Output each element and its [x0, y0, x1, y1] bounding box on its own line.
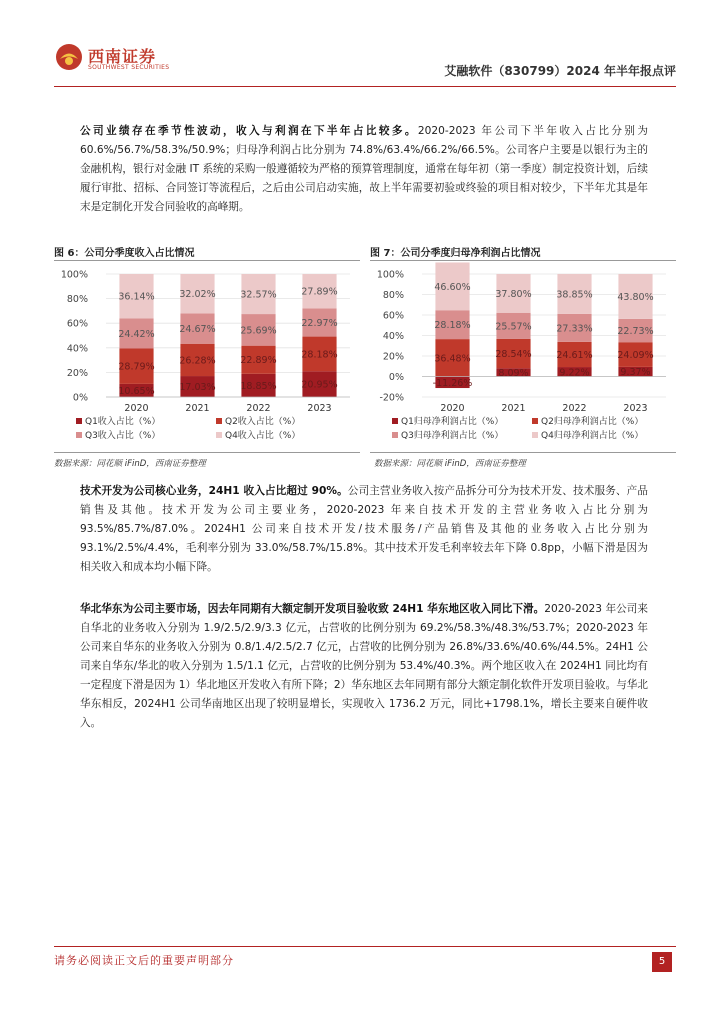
chart1-legend-swatch	[76, 432, 82, 438]
chart2-data-label: 24.61%	[556, 349, 593, 361]
chart2-legend-swatch	[392, 418, 398, 424]
chart1-data-label: 22.97%	[301, 317, 338, 329]
logo-english-text: SOUTHWEST SECURITIES	[88, 64, 170, 71]
chart2-ytick-label: 20%	[382, 351, 404, 363]
chart2-data-label: 8.09%	[498, 367, 529, 379]
chart2-data-label: 36.48%	[434, 353, 471, 365]
paragraph-tech-development	[80, 482, 648, 577]
chart1-data-label: 28.79%	[118, 361, 155, 373]
chart2-data-label: 24.09%	[617, 350, 654, 362]
chart1-data-label: 28.18%	[301, 349, 338, 361]
chart1-category-label: 2022	[246, 403, 271, 414]
figure-7-rule	[370, 260, 676, 261]
chart1-data-label: 24.67%	[179, 324, 216, 336]
chart1-ytick-label: 60%	[66, 318, 88, 330]
chart2-data-label: 9.37%	[620, 367, 651, 379]
figure-7-bottom-rule	[370, 452, 676, 453]
header-divider	[54, 86, 676, 87]
logo-chinese-text: 西南证券	[88, 47, 157, 66]
chart1-ytick-label: 20%	[66, 367, 88, 379]
chart1-data-label: 36.14%	[118, 291, 155, 303]
paragraph-seasonality	[80, 122, 648, 217]
chart2-ytick-label: -20%	[379, 392, 404, 404]
chart1-data-label: 10.65%	[118, 385, 155, 397]
paragraph-seasonality-body: 2020-2023 年公司下半年收入占比分别为 60.6%/56.7%/58.3%/50.9%；归母净利润占比分别为 74.8%/63.4%/66.2%/66.5%。公司客户主要是以银行为主的金融机构，银行对金融 IT 系统的采购一般遵循较为严格的预算管理制度，通常在每年初（第一季度）制定投资计划，后续履行审批、招标、合同签订等流程后，之后由公司启动实施，故上半年需要初验或终验的项目相对较少，下半年尤其是年末是定制化开发合同验收的高峰期。	[80, 125, 648, 213]
chart2-legend-label: Q3归母净利润占比（%）	[401, 431, 504, 441]
chart1-legend-label: Q2收入占比（%）	[225, 417, 301, 427]
chart2-category-label: 2020	[440, 403, 465, 414]
chart2-legend-swatch	[532, 432, 538, 438]
chart1-category-label: 2020	[124, 403, 149, 414]
chart1-ytick-label: 80%	[66, 294, 88, 306]
paragraph-regional-markets-heading: 华北华东为公司主要市场，因去年同期有大额定制开发项目验收致 24H1 华东地区收入同比下滑。	[80, 603, 545, 615]
figure-6-bottom-rule	[54, 452, 360, 453]
chart1-data-label: 20.95%	[301, 379, 338, 391]
chart2-ytick-label: 40%	[382, 331, 404, 342]
chart1-data-label: 25.69%	[240, 325, 277, 337]
chart2-data-label: -11.26%	[432, 377, 473, 389]
chart1-data-label: 24.42%	[118, 328, 155, 340]
chart1-ytick-label: 40%	[66, 343, 88, 355]
figure-7-title: 图 7：公司分季度归母净利润占比情况	[370, 248, 541, 259]
chart2-data-label: 37.80%	[495, 288, 532, 300]
chart2-data-label: 38.85%	[556, 289, 593, 301]
chart2-category-label: 2021	[501, 403, 526, 414]
page-number: 5	[652, 952, 672, 972]
paragraph-regional-markets-body: 2020-2023 年公司来自华北的业务收入分别为 1.9/2.5/2.9/3.3 亿元，占营收的比例分别为 69.2%/58.3%/48.3%/53.7%；2020-2023 年公司来自华东的业务收入分别为 0.8/1.4/2.5/2.7 亿元，占营收的比例分别为 26.8%/33.6%/40.6%/44.5%。24H1 公司来自华东/华北的收入分别为 1.5/1.1 亿元，占营收的比例分别为 53.4%/40.3%。两个地区收入在 2024H1 同比均有一定程度下滑是因为 1）华北地区开发收入有所下降；2）华东地区去年同期有部分大额定制化软件开发项目验收。与华北华东相反，2024H1 公司华南地区出现了较明显增长，实现收入 1736.2 万元，同比+1798.1%，增长主要来自硬件收入。	[80, 603, 648, 729]
chart1-ytick-label: 100%	[60, 269, 88, 281]
chart1-data-label: 22.89%	[240, 355, 277, 367]
chart1-legend-swatch	[216, 432, 222, 438]
figure-6-rule	[54, 260, 360, 261]
chart1-legend-label: Q4收入占比（%）	[225, 431, 301, 441]
chart2-ytick-label: 100%	[376, 269, 404, 281]
chart2-category-label: 2023	[623, 403, 648, 414]
figure-6-title: 图 6：公司分季度收入占比情况	[54, 248, 195, 259]
company-logo	[54, 40, 194, 80]
chart2-data-label: 27.33%	[556, 323, 593, 335]
paragraph-regional-markets	[80, 600, 648, 733]
chart1-category-label: 2021	[185, 403, 210, 414]
chart2-legend-swatch	[392, 432, 398, 438]
net-profit-quarterly-share-chart	[370, 262, 676, 452]
page-header	[54, 40, 676, 90]
figure-6-source: 数据来源：同花顺 iFinD，西南证券整理	[54, 459, 206, 469]
paragraph-seasonality-heading: 公司业绩存在季节性波动，收入与利润在下半年占比较多。	[80, 125, 418, 137]
chart1-data-label: 32.02%	[179, 289, 216, 301]
footer-disclaimer: 请务必阅读正文后的重要声明部分	[54, 954, 234, 967]
paragraph-tech-development-body: 公司主营业务收入按产品拆分可分为技术开发、技术服务、产品销售及其他。技术开发为公司主要业务，2020-2023 年来自技术开发的主营业务收入占比分别为 93.5%/85.7%/87.0%。2024H1 公司来自技术开发/技术服务/产品销售及其他的业务收入占比分别为 93.1%/2.5%/4.4%，毛利率分别为 33.0%/58.7%/15.8%。其中技术开发毛利率较去年下降 0.8pp，小幅下滑是因为相关收入和成本均小幅下降。	[80, 485, 648, 573]
chart1-legend-swatch	[216, 418, 222, 424]
chart2-data-label: 9.22%	[559, 367, 590, 379]
chart2-ytick-label: 0%	[388, 372, 404, 383]
chart1-data-label: 27.89%	[301, 286, 338, 298]
logo-emblem-icon	[54, 42, 84, 72]
chart1-data-label: 32.57%	[240, 289, 277, 301]
revenue-quarterly-share-chart	[54, 262, 360, 452]
chart2-ytick-label: 80%	[382, 290, 404, 301]
chart2-legend-swatch	[532, 418, 538, 424]
chart2-data-label: 22.73%	[617, 326, 654, 338]
chart2-data-label: 28.54%	[495, 349, 532, 361]
chart2-data-label: 46.60%	[434, 281, 471, 293]
chart1-data-label: 17.03%	[179, 382, 216, 394]
chart2-category-label: 2022	[562, 403, 587, 414]
chart2-legend-label: Q2归母净利润占比（%）	[541, 417, 644, 427]
chart2-legend-label: Q4归母净利润占比（%）	[541, 431, 644, 441]
report-title: 艾融软件（830799）2024 年半年报点评	[444, 64, 676, 78]
chart1-category-label: 2023	[307, 403, 332, 414]
chart1-data-label: 26.28%	[179, 355, 216, 367]
chart2-legend-label: Q1归母净利润占比（%）	[401, 417, 504, 427]
chart2-data-label: 43.80%	[617, 291, 654, 303]
figure-7-source: 数据来源：同花顺 iFinD，西南证券整理	[374, 459, 526, 469]
footer-divider	[54, 946, 676, 947]
chart1-ytick-label: 0%	[72, 392, 88, 404]
paragraph-tech-development-heading: 技术开发为公司核心业务，24H1 收入占比超过 90%。	[80, 485, 348, 497]
chart2-data-label: 28.18%	[434, 320, 471, 332]
chart2-data-label: 25.57%	[495, 321, 532, 333]
chart1-legend-label: Q1收入占比（%）	[85, 417, 161, 427]
chart2-ytick-label: 60%	[382, 310, 404, 322]
chart1-data-label: 18.85%	[240, 380, 277, 392]
chart1-legend-label: Q3收入占比（%）	[85, 431, 161, 441]
chart1-legend-swatch	[76, 418, 82, 424]
